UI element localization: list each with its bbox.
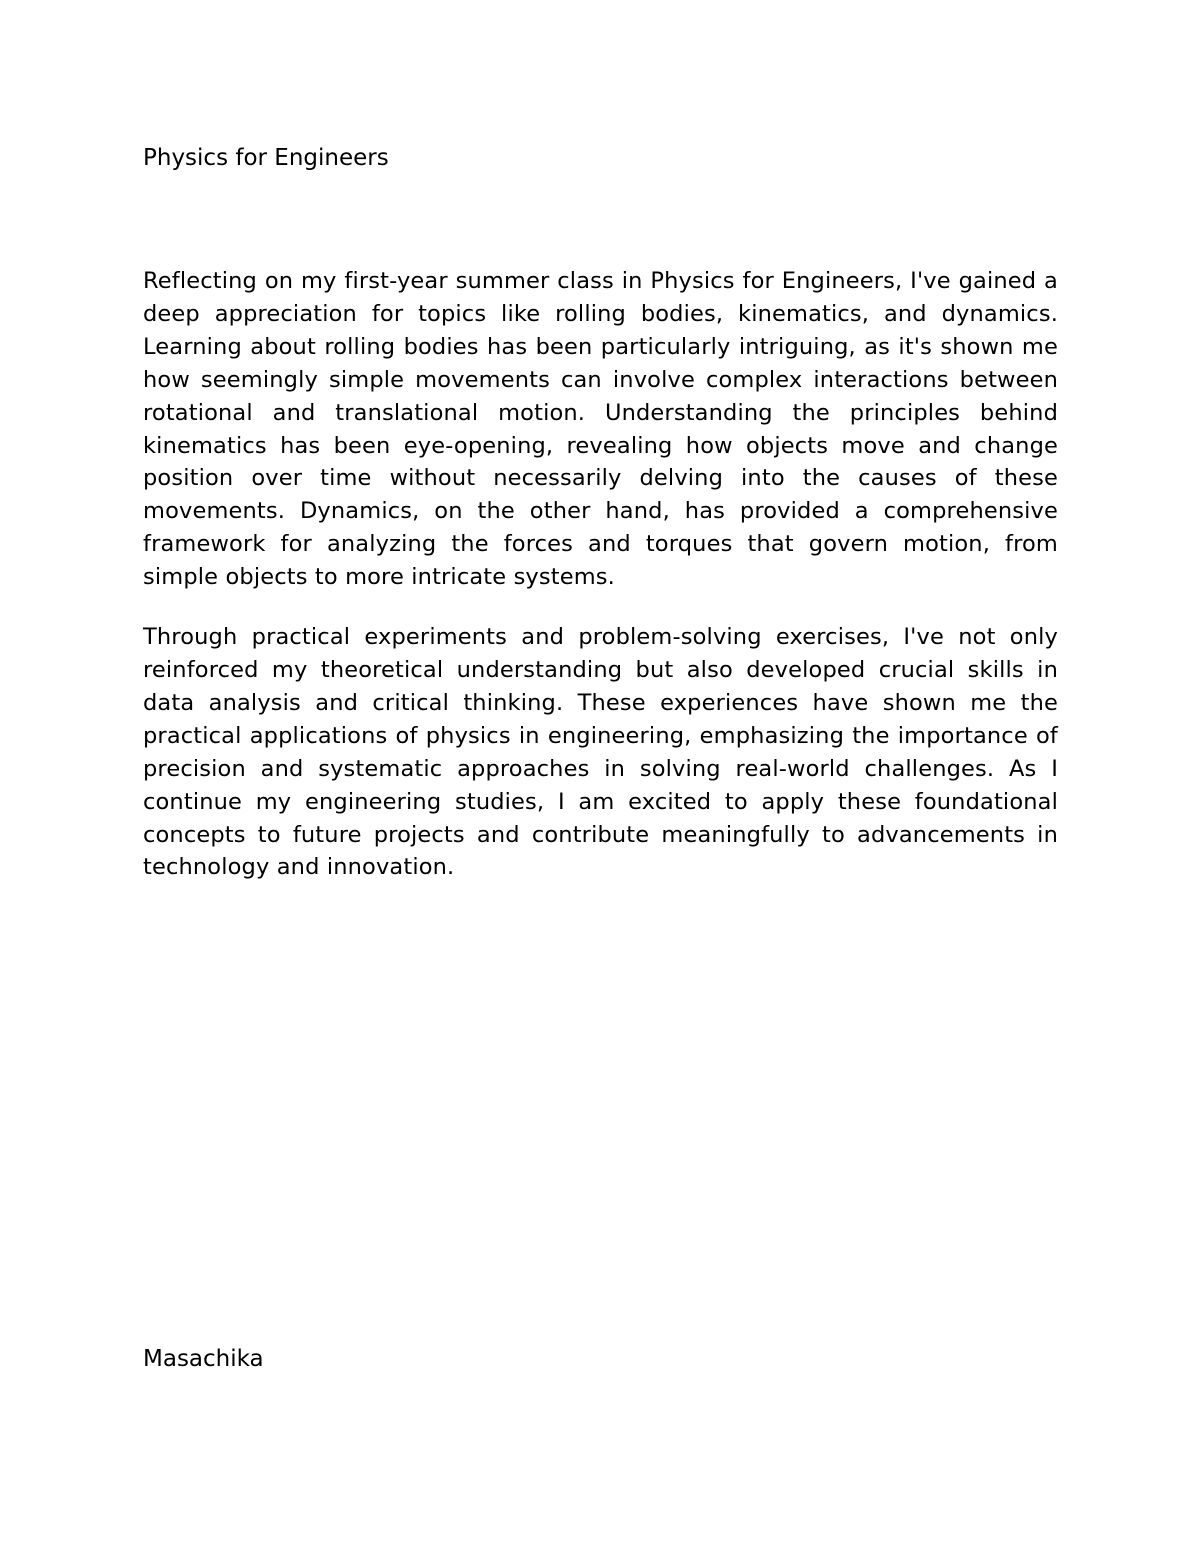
signature: Masachika xyxy=(143,1346,264,1372)
paragraph-reflection: Reflecting on my first-year summer class in Physics for Engineers, I've gained a deep appreciation for topics like rolling bodies, kinematics, and dynamics. Learning about rolling bodies has been particularly intriguing, as it's shown me how seemingly simple movements can involve complex interactions between rotational and translational motion. Understanding the principles behind kinematics has been eye-opening, revealing how objects move and change position over time without necessarily delving into the causes of these movements. Dynamics, on the other hand, has provided a comprehensive framework for analyzing the forces and torques that govern motion, from simple objects to more intricate systems. xyxy=(143,268,1058,591)
paragraph-experiments: Through practical experiments and problem-solving exercises, I've not only reinforced my theoretical understanding but also developed crucial skills in data analysis and critical thinking. These experiences have shown me the practical applications of physics in engineering, emphasizing the importance of precision and systematic approaches in solving real-world challenges. As I continue my engineering studies, I am excited to apply these foundational concepts to future projects and contribute meaningfully to advancements in technology and innovation. xyxy=(143,624,1058,881)
document-title: Physics for Engineers xyxy=(143,145,389,171)
document-body xyxy=(143,265,1058,911)
